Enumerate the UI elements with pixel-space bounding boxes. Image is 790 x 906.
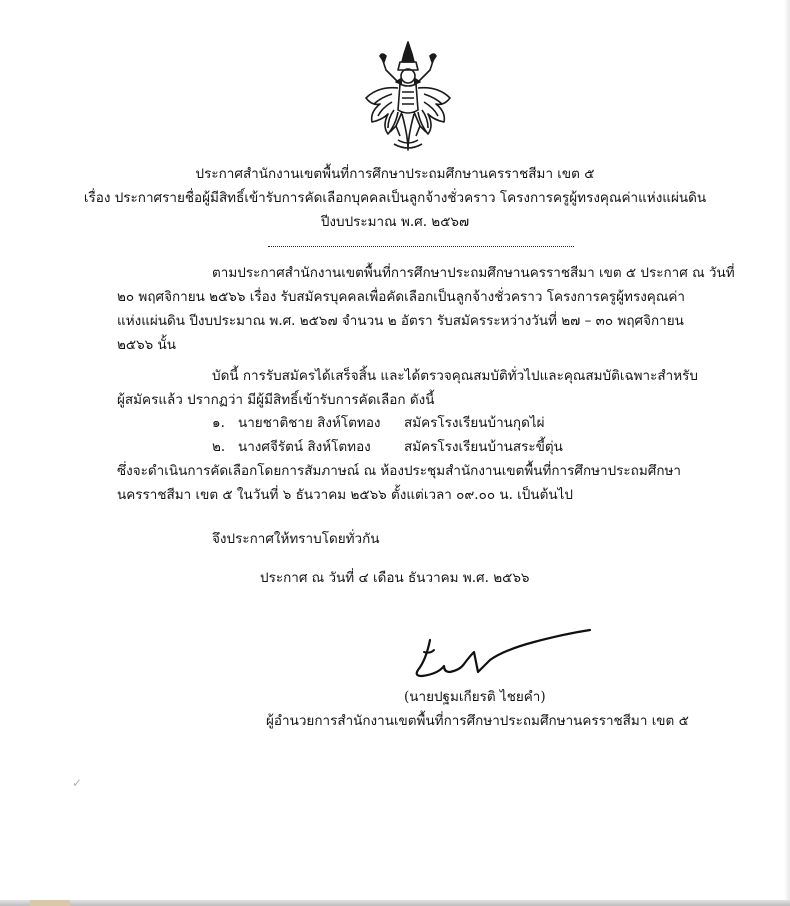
paragraph-3-line-2: นครราชสีมา เขต ๕ ในวันที่ ๖ ธันวาคม ๒๕๖๖ ตั้งแต่เวลา ๐๙.๐๐ น. เป็นต้นไป bbox=[117, 487, 573, 503]
scan-edge-bottom bbox=[0, 900, 790, 906]
garuda-emblem-icon bbox=[362, 40, 454, 152]
scan-edge-right bbox=[784, 0, 790, 906]
paragraph-1-line-2: ๒๐ พฤศจิกายน ๒๕๖๖ เรื่อง รับสมัครบุคคลเพื่อคัดเลือกเป็นลูกจ้างชั่วคราว โครงการครูผู้ทรงคุณค่า bbox=[117, 289, 685, 305]
announcement-subject: เรื่อง ประกาศรายชื่อผู้มีสิทธิ์เข้ารับการคัดเลือกบุคคลเป็นลูกจ้างชั่วคราว โครงการครูผู้ทรงคุณค่าแห่งแผ่นดิน bbox=[83, 190, 707, 206]
scan-edge-tab bbox=[30, 900, 70, 906]
signatory-name: (นายปฐมเกียรติ ไชยคำ) bbox=[404, 689, 546, 705]
announcement-title: ประกาศสำนักงานเขตพื้นที่การศึกษาประถมศึกษานครราชสีมา เขต ๕ bbox=[195, 166, 595, 182]
candidate-school: สมัครโรงเรียนบ้านกุดไผ่ bbox=[404, 415, 545, 431]
paragraph-1-line-1: ตามประกาศสำนักงานเขตพื้นที่การศึกษาประถมศึกษานครราชสีมา เขต ๕ ประกาศ ณ วันที่ bbox=[212, 265, 735, 281]
candidate-number: ๑. bbox=[212, 415, 225, 431]
dotted-divider bbox=[268, 246, 574, 247]
paragraph-3-line-1: ซึ่งจะดำเนินการคัดเลือกโดยการสัมภาษณ์ ณ ห้องประชุมสำนักงานเขตพื้นที่การศึกษาประถมศึกษา bbox=[117, 463, 681, 479]
candidate-school: สมัครโรงเรียนบ้านสระขี้ตุ่น bbox=[404, 439, 563, 455]
paragraph-2-line-1: บัดนี้ การรับสมัครได้เสร็จสิ้น และได้ตรวจคุณสมบัติทั่วไปและคุณสมบัติเฉพาะสำหรับ bbox=[212, 368, 698, 384]
paragraph-1-line-4: ๒๕๖๖ นั้น bbox=[117, 337, 177, 353]
handwritten-signature bbox=[404, 626, 600, 682]
fiscal-year-line: ปีงบประมาณ พ.ศ. ๒๕๖๗ bbox=[320, 214, 470, 230]
stray-mark: ✓ bbox=[72, 776, 83, 790]
announcement-date: ประกาศ ณ วันที่ ๔ เดือน ธันวาคม พ.ศ. ๒๕๖๖ bbox=[260, 570, 530, 586]
paragraph-2-line-2: ผู้สมัครแล้ว ปรากฏว่า มีผู้มีสิทธิ์เข้ารับการคัดเลือก ดังนี้ bbox=[117, 392, 435, 408]
candidate-name: นางศจีรัตน์ สิงห์โตทอง bbox=[238, 439, 371, 455]
candidate-name: นายชาติชาย สิงห์โตทอง bbox=[238, 415, 381, 431]
paragraph-1-line-3: แห่งแผ่นดิน ปีงบประมาณ พ.ศ. ๒๕๖๗ จำนวน ๒ อัตรา รับสมัครระหว่างวันที่ ๒๗ – ๓๐ พฤศจิกายน bbox=[117, 313, 684, 329]
closing-line: จึงประกาศให้ทราบโดยทั่วกัน bbox=[212, 531, 380, 547]
candidate-number: ๒. bbox=[212, 439, 226, 455]
signatory-position: ผู้อำนวยการสำนักงานเขตพื้นที่การศึกษาประถมศึกษานครราชสีมา เขต ๕ bbox=[266, 713, 689, 729]
